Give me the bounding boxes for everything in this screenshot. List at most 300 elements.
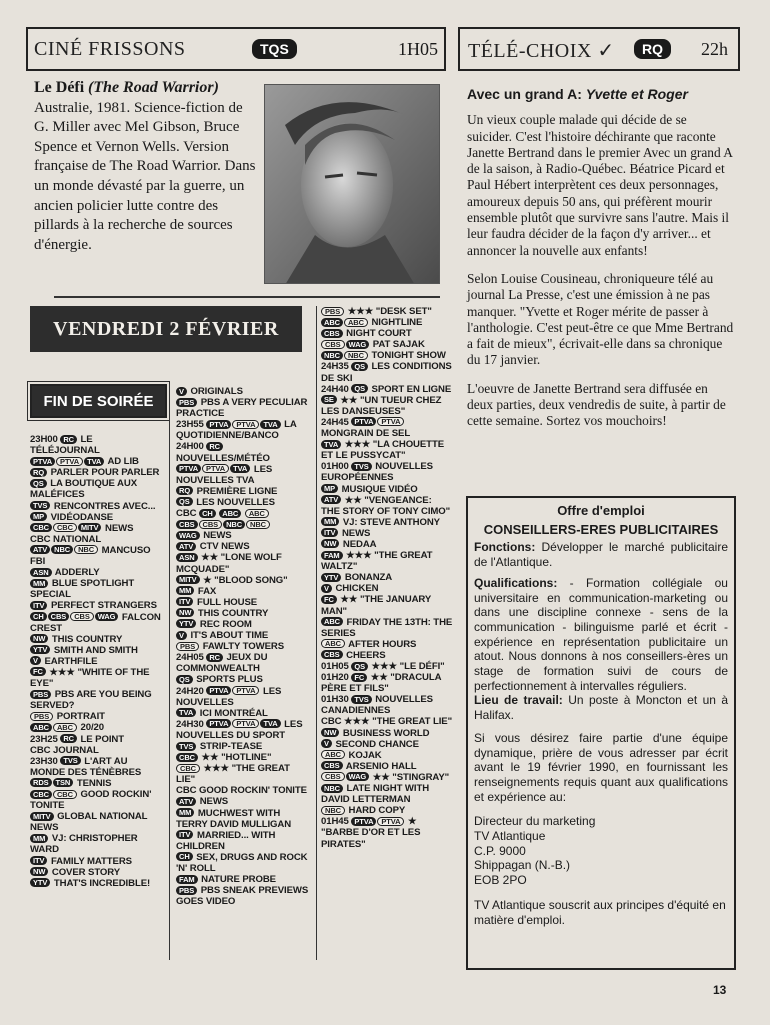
listing-title: NIGHTLINE bbox=[368, 317, 423, 329]
listing-title: ICI MONTRÉAL bbox=[197, 707, 268, 719]
listing bbox=[176, 808, 310, 830]
listing-time: 01H00 bbox=[321, 461, 352, 473]
channel-badge: NBC bbox=[321, 784, 343, 793]
channel-badge: PTVA bbox=[351, 817, 376, 826]
channel-badge: CBS bbox=[176, 520, 198, 529]
article-paragraph: Un vieux couple malade qui décide de se suicider. C'est l'histoire déchirante que raconte Janette Bertrand dans le premier Avec un grand A de la saison, à Radio-Québec. Béatrice Picard et Paul Hébert interprètent ces deux personnages, amoureux depuis 50 ans, qui préfèrent mourir ensemble plutôt que survivre sans l'autre. Mais il leur faudra décider de la façon d'y arriver... et annoncer la nouvelle aux enfants! bbox=[467, 112, 733, 258]
listing bbox=[176, 419, 310, 441]
listing-title: ★★ "STINGRAY" bbox=[370, 771, 450, 783]
channel-badge: ABC bbox=[321, 639, 345, 648]
channel-badge: PTVA bbox=[377, 417, 404, 426]
listing bbox=[176, 464, 310, 486]
channel-badge: RQ bbox=[176, 486, 193, 495]
channel-badge: MITV bbox=[176, 575, 200, 584]
listing-title: NOUVELLES/MÉTÉO bbox=[176, 452, 270, 464]
channel-badge: PTVA bbox=[232, 719, 259, 728]
listing bbox=[321, 594, 453, 616]
listing bbox=[30, 478, 162, 500]
listing bbox=[30, 811, 162, 833]
listing bbox=[321, 583, 453, 594]
listing-title: VIDÉODANSE bbox=[48, 511, 114, 523]
listing-title: CBC ★★★ "THE GREAT LIE" bbox=[321, 716, 453, 728]
offer-subtitle: CONSEILLERS-ERES PUBLICITAIRES bbox=[483, 521, 719, 537]
channel-badge: TVS bbox=[60, 756, 80, 765]
channel-badge: V bbox=[176, 631, 187, 640]
channel-badge: WAG bbox=[95, 612, 119, 621]
film-photo bbox=[264, 84, 440, 284]
channel-badge: V bbox=[321, 739, 332, 748]
channel-badge: PBS bbox=[321, 307, 344, 316]
listing bbox=[321, 384, 453, 395]
article-paragraph: L'oeuvre de Janette Bertrand sera diffusée en deux parties, deux vendredis de suite, à partir de cette semaine. Sortez vos mouchoirs! bbox=[467, 380, 726, 429]
listing-title: CHEERS bbox=[343, 649, 386, 661]
listing-time: 01H30 bbox=[321, 694, 352, 706]
listing-title: LA QUOTIDIENNE/BANCO bbox=[176, 419, 297, 442]
channel-badge: MP bbox=[30, 512, 47, 521]
channel-badge: TVA bbox=[321, 440, 341, 449]
channel-badge: ITV bbox=[176, 830, 193, 839]
film-original-title: (The Road Warrior) bbox=[87, 79, 219, 96]
channel-badge: WAG bbox=[346, 772, 370, 781]
listing-title: KOJAK bbox=[345, 749, 382, 761]
listing bbox=[30, 778, 162, 789]
channel-badge: CBC bbox=[30, 523, 52, 532]
channel-badge: CBS bbox=[321, 329, 343, 338]
channel-badge: NBC bbox=[223, 520, 245, 529]
channel-badge: ABC bbox=[245, 509, 269, 518]
channel-badge: WAG bbox=[346, 340, 370, 349]
listing bbox=[321, 417, 453, 439]
listing bbox=[176, 486, 310, 497]
listing bbox=[30, 578, 162, 600]
listing bbox=[321, 572, 453, 583]
channel-badge: TVS bbox=[351, 462, 371, 471]
channel-badge: TVA bbox=[260, 420, 280, 429]
listing-title: SMITH AND SMITH bbox=[51, 644, 138, 656]
listing-title: PBS A VERY PECULIAR PRACTICE bbox=[176, 397, 308, 420]
channel-badge: CBS bbox=[321, 772, 345, 781]
listing-title: ★★ "DRACULA PÈRE ET FILS" bbox=[321, 672, 442, 695]
listing-title: LES NOUVELLES TVA bbox=[176, 463, 273, 486]
listing-title: THIS COUNTRY bbox=[49, 633, 123, 645]
listing bbox=[30, 689, 162, 711]
listing-title: BLUE SPOTLIGHT SPECIAL bbox=[30, 578, 135, 601]
listing bbox=[321, 728, 453, 739]
channel-badge: RQ bbox=[30, 468, 47, 477]
listing-title: THIS COUNTRY bbox=[195, 607, 269, 619]
channel-badge: FC bbox=[351, 673, 367, 682]
channel-badge: PBS bbox=[30, 690, 51, 699]
film-description bbox=[34, 78, 259, 255]
listing bbox=[176, 752, 310, 763]
listing-title: AD LIB bbox=[105, 456, 139, 468]
listing-title: BUSINESS WORLD bbox=[340, 727, 430, 739]
listing bbox=[176, 597, 310, 608]
listing bbox=[321, 484, 453, 495]
listing-title: CBC bbox=[176, 508, 197, 520]
listing bbox=[321, 617, 453, 639]
channel-badge: SE bbox=[321, 395, 337, 404]
tele-choix-header bbox=[458, 27, 740, 71]
listing-title: CHICKEN bbox=[332, 583, 379, 595]
listing-title: NOUVELLES CANADIENNES bbox=[321, 694, 433, 717]
listing-title: NOUVELLES EUROPÉENNES bbox=[321, 461, 433, 484]
channel-badge: WAG bbox=[176, 531, 200, 540]
channel-badge: YTV bbox=[30, 645, 50, 654]
day-banner: VENDREDI 2 FÉVRIER bbox=[30, 306, 302, 352]
channel-badge: NW bbox=[176, 608, 194, 617]
listing-title: THAT'S INCREDIBLE! bbox=[51, 877, 151, 889]
listing-title: MONGRAIN DE SEL bbox=[321, 428, 411, 440]
listing-title: BONANZA bbox=[342, 572, 393, 584]
cine-frissons-header bbox=[26, 27, 446, 71]
listing bbox=[176, 530, 310, 541]
listing-title: CBC NATIONAL bbox=[30, 533, 102, 545]
channel-badge: PBS bbox=[176, 398, 197, 407]
listing bbox=[176, 497, 310, 508]
channel-badge: PTVA bbox=[176, 464, 201, 473]
listing bbox=[176, 508, 310, 519]
listing-title: LE TÉLÉJOURNAL bbox=[30, 434, 100, 457]
channel-badge: TVA bbox=[230, 464, 250, 473]
listing bbox=[30, 634, 162, 645]
channel-badge: MM bbox=[176, 808, 194, 817]
channel-badge: QS bbox=[30, 479, 47, 488]
listing bbox=[30, 667, 162, 689]
listing-title: REC ROOM bbox=[197, 618, 252, 630]
listing-time: 24H20 bbox=[176, 685, 207, 697]
listing bbox=[30, 467, 162, 478]
listing bbox=[176, 397, 310, 419]
channel-badge: V bbox=[30, 656, 41, 665]
listing bbox=[321, 772, 453, 783]
offer-qualifications: Qualifications: - Formation collégiale ou universitaire en communication-marketing ou dans une discipline connexe - sens de la communication - bilinguisme parlé et écrit - expérience en représentation publicitaire un atout. Nous donnons à nos conseillers-ères un stage de formation suivi de cours de perfectionnement à intervalles réguliers. bbox=[474, 575, 728, 693]
channel-badge: CH bbox=[199, 509, 216, 518]
header-title: TÉLÉ-CHOIX ✓ bbox=[468, 40, 615, 62]
listing-title: ★★ "THE JANUARY MAN" bbox=[321, 594, 431, 617]
channel-badge: TVA bbox=[260, 719, 280, 728]
listing bbox=[30, 567, 162, 578]
listing bbox=[321, 716, 453, 727]
listing-title: NEDAA bbox=[340, 538, 377, 550]
listing-title: ★★★ "THE GREAT LIE" bbox=[176, 763, 290, 786]
listing bbox=[30, 878, 162, 889]
listing-title: SEX, DRUGS AND ROCK 'N' ROLL bbox=[176, 851, 308, 875]
listing-title: ★★★ "LA CHOUETTE ET LE PUSSYCAT" bbox=[321, 439, 445, 462]
listing bbox=[30, 645, 162, 656]
listing bbox=[321, 694, 453, 716]
listing-time: 24H35 bbox=[321, 361, 352, 373]
listing-title: HARD COPY bbox=[345, 805, 406, 817]
listing bbox=[176, 686, 310, 708]
listing bbox=[176, 830, 310, 852]
listing-time: 01H45 bbox=[321, 816, 352, 828]
listing-title: COVER STORY bbox=[49, 866, 121, 878]
listing-title: VJ: CHRISTOPHER WARD bbox=[30, 833, 138, 856]
channel-badge: FAM bbox=[321, 551, 343, 560]
channel-badge: PTVA bbox=[202, 464, 229, 473]
listing-title: FULL HOUSE bbox=[194, 596, 258, 608]
listing bbox=[321, 439, 453, 461]
listing bbox=[176, 674, 310, 685]
listing-title: LES NOUVELLES bbox=[176, 685, 282, 708]
listing-time: 24H05 bbox=[176, 652, 207, 664]
listing bbox=[321, 761, 453, 772]
listing-title: PAT SAJAK bbox=[370, 339, 425, 351]
listing-time: 24H00 bbox=[176, 441, 207, 453]
listing-title: CBC GOOD ROCKIN' TONITE bbox=[176, 785, 307, 797]
listing bbox=[30, 612, 162, 634]
listing-time: 01H05 bbox=[321, 661, 352, 672]
channel-badge: MITV bbox=[30, 812, 54, 821]
channel-badge: CBC bbox=[30, 790, 52, 799]
listing bbox=[176, 719, 310, 741]
channel-badge: PTVA bbox=[232, 686, 259, 695]
listing-title: FALCON CREST bbox=[30, 611, 161, 634]
listing-title: PREMIÈRE LIGNE bbox=[194, 485, 278, 497]
channel-badge: CBC bbox=[53, 790, 77, 799]
channel-badge: QS bbox=[351, 362, 368, 371]
listing bbox=[176, 575, 310, 586]
listing-time: 23H30 bbox=[30, 755, 61, 767]
listing bbox=[30, 501, 162, 512]
listing-title: CTV NEWS bbox=[197, 541, 250, 553]
channel-badge: NW bbox=[30, 634, 48, 643]
offer-equity: TV Atlantique souscrit aux principes d'équité en matière d'emploi. bbox=[474, 897, 726, 927]
channel-badge: V bbox=[321, 584, 332, 593]
listing bbox=[321, 306, 453, 317]
listing-title: GLOBAL NATIONAL NEWS bbox=[30, 811, 148, 834]
channel-badge: CBS bbox=[48, 612, 70, 621]
listing-title: SPORTS PLUS bbox=[193, 674, 263, 686]
channel-badge: ITV bbox=[30, 601, 47, 610]
listing-title: CBC JOURNAL bbox=[30, 744, 99, 756]
listing bbox=[30, 512, 162, 523]
listing bbox=[176, 708, 310, 719]
channel-badge: MM bbox=[30, 579, 48, 588]
listing-title: ★★ "LONE WOLF MCQUADE" bbox=[176, 552, 282, 575]
listing bbox=[176, 441, 310, 463]
article-title: Avec un grand A: Yvette et Roger bbox=[467, 86, 688, 102]
listing bbox=[176, 386, 310, 397]
channel-badge: FC bbox=[321, 595, 337, 604]
channel-badge: RC bbox=[206, 653, 223, 662]
channel-badge: TVS bbox=[351, 695, 371, 704]
listing bbox=[30, 456, 162, 467]
listing-title: NEWS bbox=[197, 796, 229, 808]
listing bbox=[176, 619, 310, 630]
listing-title: 20/20 bbox=[77, 722, 104, 734]
listing-title: ORIGINALS bbox=[187, 386, 243, 397]
channel-badge: NBC bbox=[321, 806, 345, 815]
offer-apply: Si vous désirez faire partie d'une équipe dynamique, prière de vous adresser par écrit avant le 19 février 1990, en fournissant les renseignements requis quant aux qualifications et expérience au: bbox=[474, 730, 728, 804]
listing bbox=[176, 874, 310, 885]
listing bbox=[30, 789, 162, 811]
listing-title: LATE NIGHT WITH DAVID LETTERMAN bbox=[321, 783, 430, 806]
listing-title: MANCUSO FBI bbox=[30, 544, 151, 568]
listing-title: JEUX DU COMMONWEALTH bbox=[176, 652, 268, 675]
channel-badge: TVS bbox=[176, 742, 196, 751]
listing bbox=[321, 739, 453, 750]
listing bbox=[321, 661, 453, 672]
listing-time: 24H40 bbox=[321, 383, 352, 395]
listing-title: ★ "BLOOD SONG" bbox=[200, 574, 288, 586]
channel-badge: PTVA bbox=[232, 420, 259, 429]
listing-title: AFTER HOURS bbox=[345, 638, 417, 650]
film-text: Australie, 1981. Science-fiction de G. Miller avec Mel Gibson, Bruce Spence et Vernon Wells. Version française de The Road Warrior. Dans un monde dévasté par la guerre, un ancien policier lutte contre des pillards à la recherche de sources d'énergie. bbox=[34, 99, 256, 253]
article bbox=[467, 86, 735, 442]
channel-badge: V bbox=[176, 387, 187, 396]
column-divider bbox=[169, 384, 170, 960]
channel-badge: QS bbox=[351, 662, 368, 671]
channel-badge: NW bbox=[321, 539, 339, 548]
listing-title: ★★★ "WHITE OF THE EYE" bbox=[30, 666, 150, 690]
listing bbox=[321, 528, 453, 539]
channel-badge: CBS bbox=[321, 340, 345, 349]
listing-title: MUCHWEST WITH TERRY DAVID MULLIGAN bbox=[176, 807, 292, 830]
listing-title: SECOND CHANCE bbox=[332, 738, 419, 750]
listing-time: 23H00 bbox=[30, 434, 61, 445]
listing bbox=[30, 656, 162, 667]
offer-title: Offre d'emploi bbox=[557, 503, 645, 518]
listing bbox=[30, 734, 162, 745]
channel-badge: YTV bbox=[176, 619, 196, 628]
listing bbox=[30, 745, 162, 756]
separator-line bbox=[54, 296, 440, 298]
listing-title: STRIP-TEASE bbox=[197, 741, 263, 752]
channel-badge: PTVA bbox=[377, 817, 404, 826]
job-offer-box bbox=[466, 496, 736, 970]
listing-title: NEWS bbox=[339, 527, 371, 539]
channel-badge: RDS bbox=[30, 778, 52, 787]
listing bbox=[30, 545, 162, 567]
section-title: FIN DE SOIRÉE bbox=[30, 384, 167, 418]
channel-badge: NW bbox=[321, 728, 339, 737]
channel-badge: FAM bbox=[176, 875, 198, 884]
channel-badge: RC bbox=[60, 435, 77, 444]
channel-badge: PTVA bbox=[56, 457, 83, 466]
schedule-column-2 bbox=[176, 386, 310, 907]
listing bbox=[321, 339, 453, 350]
listing-title: NATURE PROBE bbox=[198, 874, 276, 886]
channel-badge: CBS bbox=[199, 520, 223, 529]
offer-fonctions: Fonctions: Développer le marché publicitaire de l'Atlantique. bbox=[474, 540, 728, 570]
channel-badge: CBS bbox=[321, 650, 343, 659]
listing bbox=[321, 639, 453, 650]
channel-badge: ABC bbox=[321, 750, 345, 759]
channel-badge: ATV bbox=[321, 495, 341, 504]
listing-title: ★★ "HOTLINE" bbox=[198, 752, 272, 764]
schedule-column-1 bbox=[30, 434, 162, 889]
offer-address: Directeur du marketing TV Atlantique C.P. 9000 Shippagan (N.-B.) EOB 2PO bbox=[474, 814, 596, 888]
channel-badge: PTVA bbox=[30, 457, 55, 466]
page-number: 13 bbox=[713, 983, 727, 997]
channel-badge: RC bbox=[206, 442, 223, 451]
listing-title: ADDERLY bbox=[52, 567, 100, 579]
listing-title: LES NOUVELLES DU SPORT bbox=[176, 718, 303, 741]
listing-title: LA BOUTIQUE AUX MALÉFICES bbox=[30, 478, 138, 501]
network-badge: RQ bbox=[634, 39, 671, 59]
channel-badge: ATV bbox=[176, 542, 196, 551]
channel-badge: RC bbox=[60, 734, 77, 743]
listing bbox=[30, 534, 162, 545]
channel-badge: MM bbox=[30, 834, 48, 843]
listing bbox=[321, 750, 453, 761]
listing bbox=[30, 722, 162, 733]
channel-badge: ABC bbox=[321, 617, 343, 626]
listing-title: LES NOUVELLES bbox=[193, 496, 275, 508]
channel-badge: CBC bbox=[176, 753, 198, 762]
channel-badge: MITV bbox=[78, 523, 102, 532]
channel-badge: ASN bbox=[30, 568, 52, 577]
listing-title: LES CONDITIONS DE SKI bbox=[321, 361, 452, 384]
column-divider bbox=[316, 306, 317, 960]
listing-title: MUSIQUE VIDÉO bbox=[339, 483, 418, 495]
channel-badge: TVA bbox=[84, 457, 104, 466]
channel-badge: PBS bbox=[176, 642, 199, 651]
listing-time: 24H45 bbox=[321, 416, 352, 428]
listing-title: GOOD ROCKIN' TONITE bbox=[30, 789, 152, 812]
listing bbox=[176, 608, 310, 619]
listing-title: VJ: STEVE ANTHONY bbox=[340, 516, 440, 528]
channel-badge: CBC bbox=[53, 523, 77, 532]
listing bbox=[30, 833, 162, 855]
listing-title: FAMILY MATTERS bbox=[48, 855, 132, 867]
channel-badge: CBC bbox=[176, 764, 200, 773]
listing-title: PERFECT STRANGERS bbox=[48, 600, 157, 612]
channel-badge: ITV bbox=[176, 597, 193, 606]
channel-badge: ITV bbox=[30, 856, 47, 865]
channel-badge: QS bbox=[351, 384, 368, 393]
listing bbox=[176, 630, 310, 641]
channel-badge: ABC bbox=[219, 509, 241, 518]
listing bbox=[176, 785, 310, 796]
listing bbox=[30, 600, 162, 611]
header-title: CINÉ FRISSONS bbox=[34, 38, 186, 60]
channel-badge: ABC bbox=[30, 723, 52, 732]
listing bbox=[321, 783, 453, 805]
listing-title: ★★ "UN TUEUR CHEZ LES DANSEUSES" bbox=[321, 394, 442, 417]
channel-badge: PTVA bbox=[351, 417, 376, 426]
channel-badge: ABC bbox=[53, 723, 77, 732]
listing-time: 23H25 bbox=[30, 733, 61, 745]
channel-badge: PBS bbox=[176, 886, 197, 895]
listing-title: PBS SNEAK PREVIEWS GOES VIDEO bbox=[176, 885, 309, 908]
listing bbox=[321, 805, 453, 816]
channel-badge: ASN bbox=[176, 553, 198, 562]
listing bbox=[176, 552, 310, 574]
channel-badge: NBC bbox=[246, 520, 270, 529]
listing bbox=[176, 519, 310, 530]
channel-badge: YTV bbox=[30, 878, 50, 887]
channel-badge: PTVA bbox=[206, 686, 231, 695]
listing-title: FAWLTY TOWERS bbox=[200, 641, 285, 653]
listing-title: FAX bbox=[195, 585, 217, 597]
listing bbox=[30, 756, 162, 778]
channel-badge: MP bbox=[321, 484, 338, 493]
listing-title: ★★★ "DESK SET" bbox=[345, 306, 432, 317]
listing-title: NEWS bbox=[200, 530, 232, 542]
listing-title: PORTRAIT bbox=[54, 711, 105, 723]
listing bbox=[176, 652, 310, 674]
listing bbox=[321, 539, 453, 550]
broadcast-time: 22h bbox=[701, 39, 728, 59]
listing-title: ARSENIO HALL bbox=[343, 760, 417, 772]
channel-badge: ABC bbox=[344, 318, 368, 327]
listing-title: ★ "BARBE D'OR ET LES PIRATES" bbox=[321, 816, 421, 850]
listing bbox=[321, 350, 453, 361]
listing bbox=[176, 541, 310, 552]
